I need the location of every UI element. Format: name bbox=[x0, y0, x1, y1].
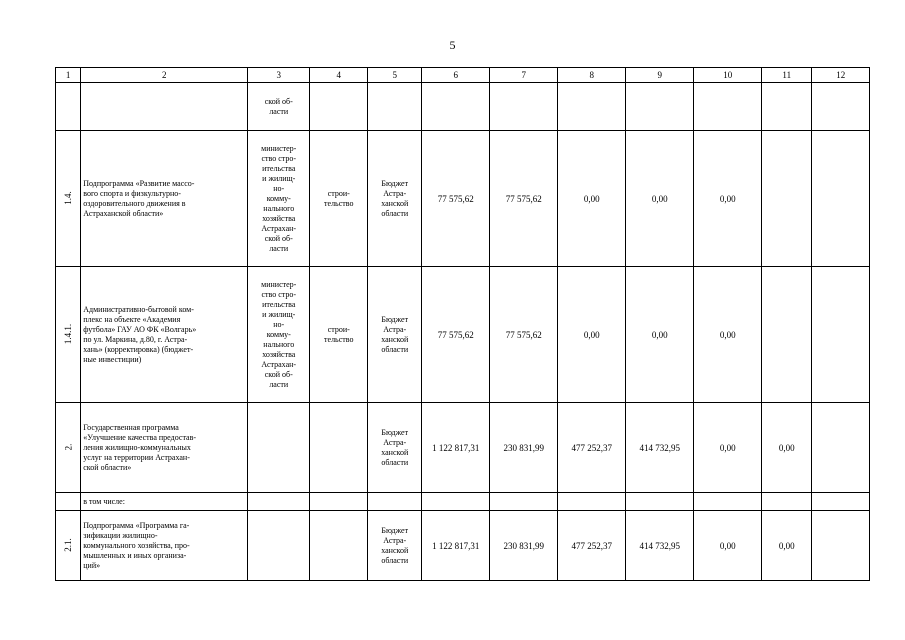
program-name: Подпрограмма «Программа га- зификации жилищно- коммунального хозяйства, про- мышленных и иных организа- ций» bbox=[81, 511, 248, 581]
value-col-6: 77 575,62 bbox=[422, 267, 490, 403]
value-col-7: 230 831,99 bbox=[490, 511, 558, 581]
column-number: 4 bbox=[310, 68, 368, 83]
program-table bbox=[55, 67, 870, 581]
column-number: 11 bbox=[762, 68, 812, 83]
program-name: Государственная программа «Улучшение качества предостав- ления жилищно-коммунальных услуг на территории Астрахан- ской области» bbox=[81, 403, 248, 493]
activity-type bbox=[310, 511, 368, 581]
page-number: 5 bbox=[449, 38, 456, 52]
value-col-7: 77 575,62 bbox=[490, 131, 558, 267]
value-col-9: 414 732,95 bbox=[626, 511, 694, 581]
column-number-row bbox=[56, 68, 870, 83]
value-col-8: 477 252,37 bbox=[558, 403, 626, 493]
value-col-9: 0,00 bbox=[626, 267, 694, 403]
value-col-8: 477 252,37 bbox=[558, 511, 626, 581]
column-number: 6 bbox=[422, 68, 490, 83]
value-col-8: 0,00 bbox=[558, 131, 626, 267]
value-col-6: 77 575,62 bbox=[422, 131, 490, 267]
value-col-6 bbox=[422, 83, 490, 131]
value-col-8 bbox=[558, 83, 626, 131]
value-col-11 bbox=[762, 493, 812, 511]
column-number: 10 bbox=[694, 68, 762, 83]
activity-type: строи- тельство bbox=[310, 131, 368, 267]
row-number-cell bbox=[56, 131, 81, 267]
row-number-cell bbox=[56, 511, 81, 581]
funding-source: Бюджет Астра- ханской области bbox=[368, 267, 422, 403]
table-row bbox=[56, 267, 870, 403]
value-col-11 bbox=[762, 83, 812, 131]
row-number-cell bbox=[56, 403, 81, 493]
value-col-7: 77 575,62 bbox=[490, 267, 558, 403]
value-col-11: 0,00 bbox=[762, 403, 812, 493]
responsible-executor bbox=[248, 511, 310, 581]
value-col-7 bbox=[490, 83, 558, 131]
value-col-12 bbox=[812, 511, 870, 581]
funding-source bbox=[368, 493, 422, 511]
table-row bbox=[56, 83, 870, 131]
activity-type bbox=[310, 493, 368, 511]
value-col-7: 230 831,99 bbox=[490, 403, 558, 493]
value-col-8: 0,00 bbox=[558, 267, 626, 403]
column-number: 1 bbox=[56, 68, 81, 83]
activity-type bbox=[310, 83, 368, 131]
column-number: 5 bbox=[368, 68, 422, 83]
funding-source bbox=[368, 83, 422, 131]
activity-type bbox=[310, 403, 368, 493]
responsible-executor: министер- ство стро- ительства и жилищ- но- комму- нального хозяйства Астрахан- ской об- ласти bbox=[248, 267, 310, 403]
row-number: 2.1. bbox=[63, 538, 74, 552]
row-number-cell bbox=[56, 267, 81, 403]
column-number: 8 bbox=[558, 68, 626, 83]
value-col-7 bbox=[490, 493, 558, 511]
value-col-9: 0,00 bbox=[626, 131, 694, 267]
value-col-6: 1 122 817,31 bbox=[422, 511, 490, 581]
column-number: 7 bbox=[490, 68, 558, 83]
value-col-10: 0,00 bbox=[694, 267, 762, 403]
value-col-12 bbox=[812, 267, 870, 403]
responsible-executor: министер- ство стро- ительства и жилищ- но- комму- нального хозяйства Астрахан- ской об- ласти bbox=[248, 131, 310, 267]
row-number-cell bbox=[56, 493, 81, 511]
responsible-executor: ской об- ласти bbox=[248, 83, 310, 131]
program-name: Подпрограмма «Развитие массо- вого спорта и физкультурно- оздоровительного движения в Астраханской области» bbox=[81, 131, 248, 267]
value-col-8 bbox=[558, 493, 626, 511]
value-col-10: 0,00 bbox=[694, 511, 762, 581]
column-number: 9 bbox=[626, 68, 694, 83]
table-row bbox=[56, 131, 870, 267]
row-number: 2. bbox=[63, 443, 74, 451]
value-col-9: 414 732,95 bbox=[626, 403, 694, 493]
column-number: 12 bbox=[812, 68, 870, 83]
value-col-10: 0,00 bbox=[694, 131, 762, 267]
value-col-12 bbox=[812, 131, 870, 267]
program-name bbox=[81, 83, 248, 131]
table-row bbox=[56, 493, 870, 511]
value-col-6 bbox=[422, 493, 490, 511]
value-col-6: 1 122 817,31 bbox=[422, 403, 490, 493]
row-number: 1.4. bbox=[63, 191, 74, 205]
value-col-11 bbox=[762, 267, 812, 403]
value-col-10 bbox=[694, 83, 762, 131]
value-col-12 bbox=[812, 493, 870, 511]
table-row bbox=[56, 403, 870, 493]
value-col-11 bbox=[762, 131, 812, 267]
responsible-executor bbox=[248, 493, 310, 511]
program-name: Административно-бытовой ком- плекс на объекте «Академия футбола» ГАУ АО ФК «Волгарь» по ул. Маркина, д.80, г. Астра- хань» (корректировка) (бюджет- ные инвестиции) bbox=[81, 267, 248, 403]
row-number-cell bbox=[56, 83, 81, 131]
value-col-11: 0,00 bbox=[762, 511, 812, 581]
value-col-9 bbox=[626, 83, 694, 131]
funding-source: Бюджет Астра- ханской области bbox=[368, 403, 422, 493]
value-col-10: 0,00 bbox=[694, 403, 762, 493]
value-col-9 bbox=[626, 493, 694, 511]
funding-source: Бюджет Астра- ханской области bbox=[368, 511, 422, 581]
value-col-12 bbox=[812, 403, 870, 493]
responsible-executor bbox=[248, 403, 310, 493]
value-col-12 bbox=[812, 83, 870, 131]
value-col-10 bbox=[694, 493, 762, 511]
column-number: 2 bbox=[81, 68, 248, 83]
activity-type: строи- тельство bbox=[310, 267, 368, 403]
funding-source: Бюджет Астра- ханской области bbox=[368, 131, 422, 267]
table-row bbox=[56, 511, 870, 581]
program-name: в том числе: bbox=[81, 493, 248, 511]
column-number: 3 bbox=[248, 68, 310, 83]
row-number: 1.4.1. bbox=[63, 323, 74, 345]
